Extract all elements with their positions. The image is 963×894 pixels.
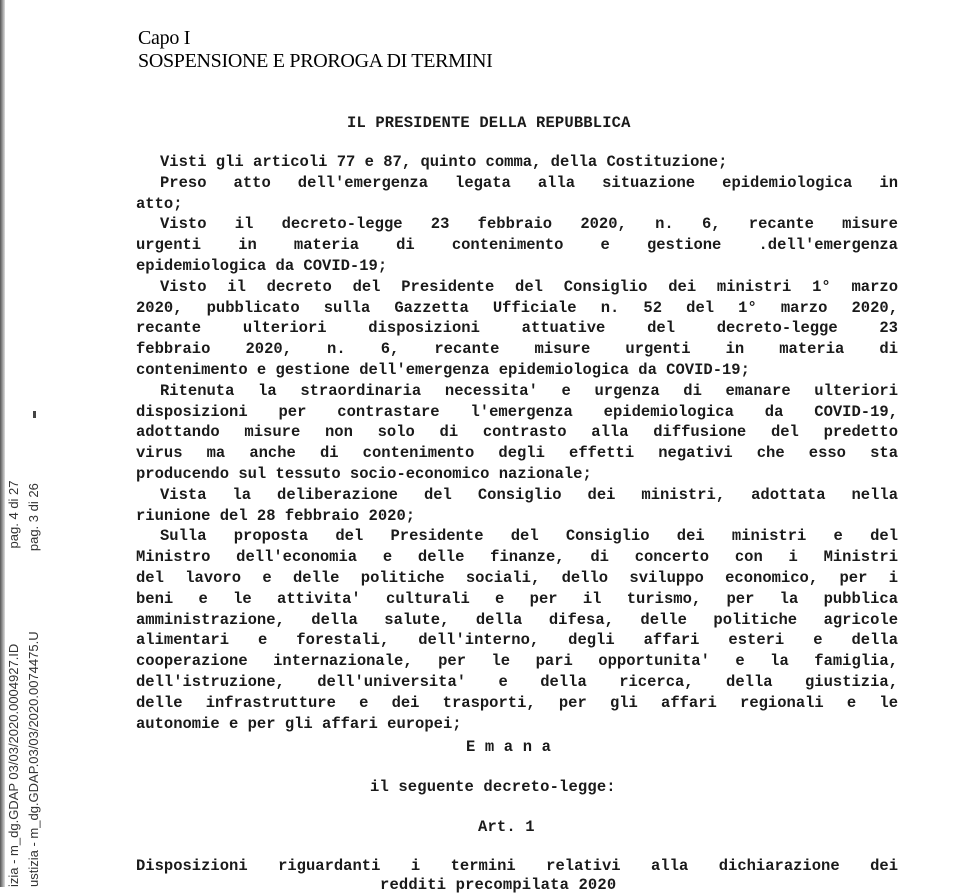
preamble-line: adottando misure non solo di contrasto alla diffusione del predetto — [136, 423, 898, 442]
preamble-line: Visti gli articoli 77 e 87, quinto comma, della Costituzione; — [160, 153, 728, 171]
stamp-2-pages: pag. 3 di 26 — [26, 483, 41, 552]
preamble-line: 2020, pubblicato sulla Gazzetta Ufficiale n. 52 del 1° marzo 2020, — [136, 298, 898, 317]
chapter-title: SOSPENSIONE E PROROGA DI TERMINI — [138, 50, 493, 72]
preamble-line: Visto il decreto del Presidente del Consiglio dei ministri 1° marzo — [160, 277, 898, 296]
preamble-line: contenimento e gestione dell'emergenza epidemiologica da COVID-19; — [136, 361, 750, 379]
stamp-2-protocol: ustizia - m_dg.GDAP.03/03/2020.0074475.U — [26, 631, 41, 887]
preamble-line: riunione del 28 febbraio 2020; — [136, 506, 416, 525]
preamble-line: amministrazione, della salute, della difesa, delle politiche agricole — [136, 610, 898, 629]
preamble-line: urgenti in materia di contenimento e gestione .dell'emergenza — [136, 236, 898, 255]
preamble-line: virus ma anche di contenimento degli effetti negativi che esso sta — [136, 444, 898, 463]
preamble-line: epidemiologica da COVID-19; — [136, 257, 388, 275]
preamble-line: alimentari e forestali, dell'interno, degli affari esteri e della — [136, 631, 898, 650]
preamble-line: Visto il decreto-legge 23 febbraio 2020, n. 6, recante misure — [160, 215, 898, 234]
preamble-line: disposizioni per contrastare l'emergenza epidemiologica da COVID-19, — [136, 402, 898, 421]
protocol-stamp-2 — [26, 483, 41, 887]
preamble-line: Preso atto dell'emergenza legata alla situazione epidemiologica in — [160, 173, 898, 192]
preamble-line: Ministro dell'economia e delle finanze, di concerto con i Ministri — [136, 548, 898, 567]
scan-speck — [33, 411, 36, 418]
preamble-line: producendo sul tessuto socio-economico nazionale; — [136, 465, 592, 483]
preamble-line: Vista la deliberazione del Consiglio dei ministri, adottata nella — [160, 485, 898, 504]
scan-edge — [0, 0, 5, 887]
preamble-line: dell'istruzione, dell'universita' e della ricerca, della giustizia, — [136, 673, 898, 691]
preamble-line: febbraio 2020, n. 6, recante misure urgenti in materia di — [136, 340, 898, 359]
article-number: Art. 1 — [478, 818, 535, 836]
preamble-line: cooperazione internazionale, per le pari opportunita' e la famiglia, — [136, 652, 898, 671]
article-title-line-2: redditi precompilata 2020 — [380, 876, 617, 894]
president-heading: IL PRESIDENTE DELLA REPUBBLICA — [347, 114, 631, 132]
article-title-line-1: Disposizioni riguardanti i termini relativi alla dichiarazione dei — [136, 857, 898, 875]
preamble-line: delle infrastrutture e dei trasporti, per gli affari regionali e le — [136, 693, 898, 712]
preamble-line: Sulla proposta del Presidente del Consiglio dei ministri e del — [160, 527, 898, 546]
preamble-line: autonomie e per gli affari europei; — [136, 714, 462, 733]
preamble-line: Ritenuta la straordinaria necessita' e urgenza di emanare ulteriori — [160, 381, 898, 400]
preamble-line: beni e le attivita' culturali e per il turismo, per la pubblica — [136, 589, 898, 608]
preamble-line: recante ulteriori disposizioni attuative del decreto-legge 23 — [136, 319, 898, 338]
preamble-line: atto; — [136, 194, 183, 213]
protocol-stamp-1 — [6, 480, 21, 887]
preamble-line: del lavoro e delle politiche sociali, dello sviluppo economico, per i — [136, 569, 898, 587]
decree-intro: il seguente decreto-legge: — [370, 778, 616, 796]
stamp-1-pages: pag. 4 di 27 — [6, 480, 21, 549]
stamp-1-protocol: izia - m_dg.GDAP 03/03/2020.0004927.ID — [6, 643, 21, 887]
emana-heading: E m a n a — [466, 738, 552, 756]
chapter-label: Capo I — [138, 27, 191, 49]
